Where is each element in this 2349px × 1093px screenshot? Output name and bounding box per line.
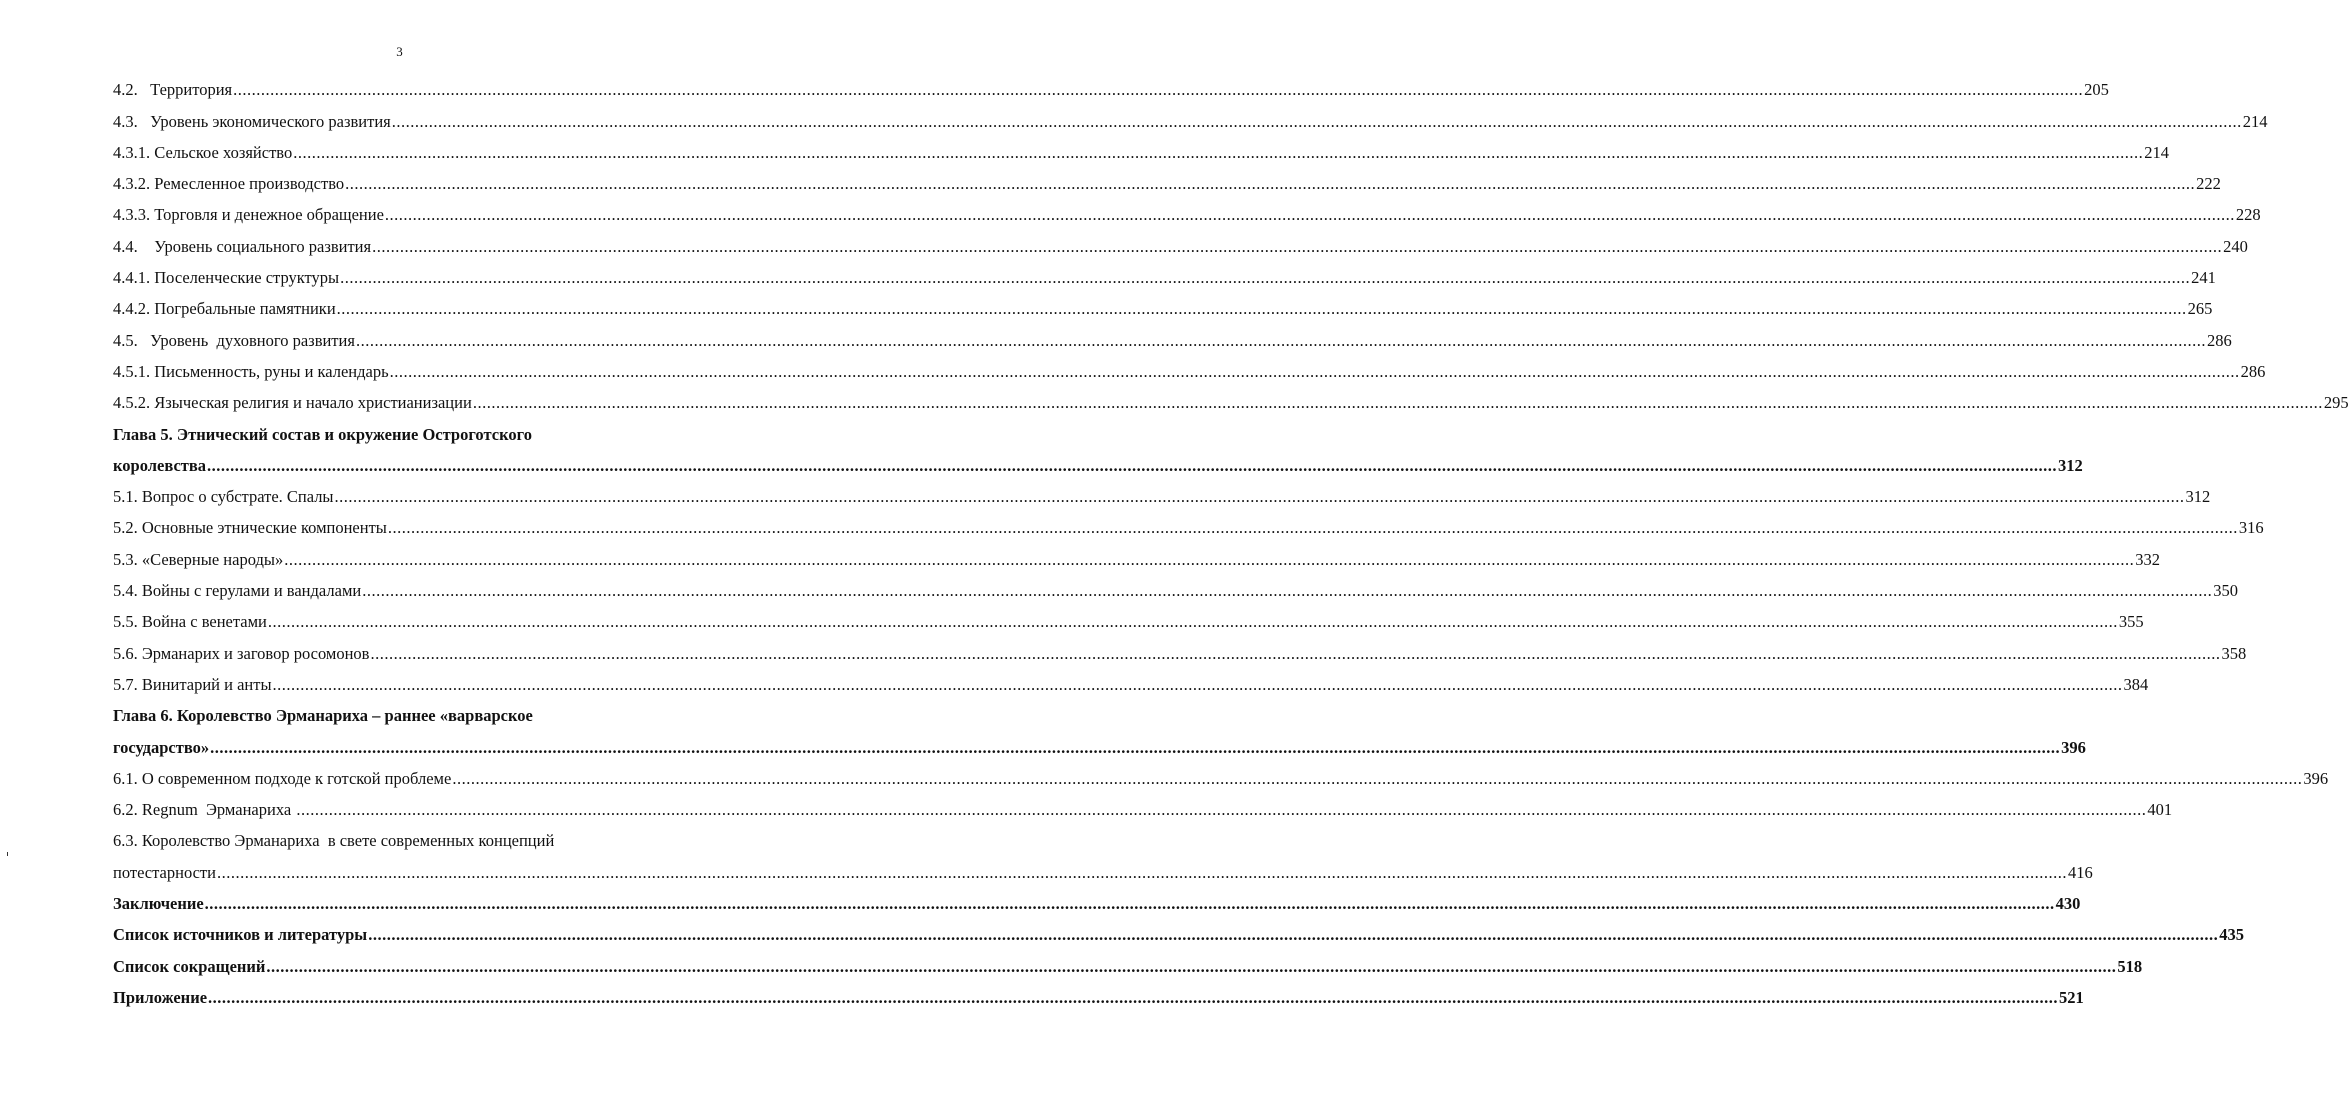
toc-entry: [113, 665, 2149, 696]
toc-entry-title: 4.4.2. Погребальные памятники: [113, 299, 336, 319]
toc-entry-title: 5.6. Эрманарих и заговор росомонов: [113, 643, 370, 663]
toc-dot-leader: ................................................................................................................................................................................................................................................................................................................................................................................................................: [296, 800, 2147, 820]
toc-entry-title: 4.3.2. Ремесленное производство: [113, 174, 345, 194]
toc-entry-title: Глава 6. Королевство Эрманариха – раннее «варварское: [113, 706, 533, 726]
toc-entry-title: Список сокращений: [113, 956, 266, 976]
toc-entry-title: 4.3. Уровень экономического развития: [113, 111, 391, 131]
toc-entry: [113, 852, 2093, 883]
toc-entry: [113, 946, 2143, 977]
toc-entry-page: 396: [2303, 768, 2329, 788]
toc-entry-title: 6.2. Regnum Эрманариха: [113, 800, 296, 820]
toc-entry-page: 214: [2144, 142, 2169, 162]
toc-entry-title: Список источников и литературы: [113, 925, 368, 945]
toc-entry-page: 312: [2058, 455, 2083, 475]
toc-entry: [113, 383, 2349, 414]
toc-dot-leader: ................................................................................................................................................................................................................................................................................................................................................................................................................: [387, 518, 2238, 538]
toc-dot-leader: ................................................................................................................................................................................................................................................................................................................................................................................................................: [334, 487, 2185, 507]
toc-dot-leader: ................................................................................................................................................................................................................................................................................................................................................................................................................: [345, 174, 2196, 194]
toc-entry-title: 5.2. Основные этнические компоненты: [113, 518, 387, 538]
toc-dot-leader: ................................................................................................................................................................................................................................................................................................................................................................................................................: [233, 80, 2084, 100]
toc-entry-title: государство»: [113, 737, 210, 757]
page-number: 3: [396, 44, 403, 59]
toc-dot-leader: ................................................................................................................................................................................................................................................................................................................................................................................................................: [370, 643, 2221, 663]
toc-entry-page: 286: [2240, 361, 2266, 381]
toc-entry-page: 401: [2147, 800, 2173, 820]
toc-entry-title: 5.4. Войны с герулами и вандалами: [113, 581, 362, 601]
toc-entry-page: 205: [2084, 80, 2109, 100]
toc-entry: [113, 195, 2261, 226]
toc-dot-leader: ................................................................................................................................................................................................................................................................................................................................................................................................................: [284, 549, 2135, 569]
toc-entry: [113, 101, 2268, 132]
toc-dot-leader: ................................................................................................................................................................................................................................................................................................................................................................................................................: [384, 205, 2235, 225]
toc-entry-title: 4.4. Уровень социального развития: [113, 236, 372, 256]
toc-dot-leader: ................................................................................................................................................................................................................................................................................................................................................................................................................: [452, 768, 2303, 788]
toc-dot-leader: ................................................................................................................................................................................................................................................................................................................................................................................................................: [368, 925, 2219, 945]
toc-entry: [113, 821, 741, 852]
toc-entry-page: 396: [2061, 737, 2086, 757]
toc-entry: [113, 477, 2211, 508]
toc-entry-title: 4.5. Уровень духовного развития: [113, 330, 355, 350]
toc-entry-title: 5.3. «Северные народы»: [113, 549, 284, 569]
toc-dot-leader: ................................................................................................................................................................................................................................................................................................................................................................................................................: [355, 330, 2206, 350]
toc-entry-title: 4.3.3. Торговля и денежное обращение: [113, 205, 384, 225]
toc-entry: [113, 978, 2084, 1009]
toc-entry: [113, 70, 2109, 101]
toc-entry: [113, 915, 2244, 946]
toc-entry: [113, 414, 741, 445]
toc-dot-leader: ................................................................................................................................................................................................................................................................................................................................................................................................................: [272, 674, 2123, 694]
toc-entry-title: 6.3. Королевство Эрманариха в свете современных концепций: [113, 831, 555, 851]
toc-dot-leader: ................................................................................................................................................................................................................................................................................................................................................................................................................: [266, 956, 2117, 976]
toc-entry: [113, 226, 2248, 257]
toc-entry-page: 518: [2117, 956, 2143, 976]
toc-entry-title: Приложение: [113, 987, 208, 1007]
toc-entry-page: 312: [2185, 487, 2211, 507]
toc-entry-page: 416: [2067, 862, 2093, 882]
toc-entry-page: 332: [2135, 549, 2160, 569]
toc-dot-leader: ................................................................................................................................................................................................................................................................................................................................................................................................................: [204, 894, 2055, 914]
toc-dot-leader: ................................................................................................................................................................................................................................................................................................................................................................................................................: [389, 361, 2240, 381]
toc-entry: [113, 727, 2086, 758]
toc-entry: [113, 696, 741, 727]
toc-entry-page: 214: [2242, 111, 2268, 131]
toc-dot-leader: ................................................................................................................................................................................................................................................................................................................................................................................................................: [336, 299, 2187, 319]
toc-entry-page: 240: [2223, 236, 2248, 256]
toc-entry-page: 265: [2187, 299, 2213, 319]
toc-dot-leader: ................................................................................................................................................................................................................................................................................................................................................................................................................: [267, 612, 2118, 632]
toc-dot-leader: ................................................................................................................................................................................................................................................................................................................................................................................................................: [340, 268, 2191, 288]
table-of-contents: [113, 70, 2349, 1009]
toc-entry: [113, 571, 2238, 602]
toc-entry-title: 6.1. О современном подходе к готской проблеме: [113, 768, 452, 788]
toc-entry: [113, 133, 2169, 164]
toc-entry-title: 4.4.1. Поселенческие структуры: [113, 268, 340, 288]
toc-dot-leader: ................................................................................................................................................................................................................................................................................................................................................................................................................: [472, 393, 2323, 413]
toc-dot-leader: ................................................................................................................................................................................................................................................................................................................................................................................................................: [207, 455, 2058, 475]
toc-entry: [113, 759, 2329, 790]
toc-entry-page: 316: [2238, 518, 2264, 538]
toc-entry-title: 4.2. Территория: [113, 80, 233, 100]
toc-dot-leader: ................................................................................................................................................................................................................................................................................................................................................................................................................: [391, 111, 2242, 131]
toc-entry: [113, 602, 2144, 633]
toc-entry-page: 228: [2235, 205, 2261, 225]
toc-entry-page: 435: [2219, 925, 2244, 945]
toc-entry: [113, 790, 2173, 821]
toc-dot-leader: ................................................................................................................................................................................................................................................................................................................................................................................................................: [362, 581, 2213, 601]
toc-entry-title: Глава 5. Этнический состав и окружение Остроготского: [113, 424, 532, 444]
toc-entry-page: 295: [2323, 393, 2349, 413]
toc-entry-title: 4.5.2. Языческая религия и начало христианизации: [113, 393, 472, 413]
toc-entry-page: 350: [2213, 581, 2238, 601]
toc-entry-title: 4.3.1. Сельское хозяйство: [113, 142, 293, 162]
toc-dot-leader: ................................................................................................................................................................................................................................................................................................................................................................................................................: [210, 737, 2061, 757]
toc-entry: [113, 539, 2160, 570]
toc-entry-title: Заключение: [113, 894, 204, 914]
toc-entry-page: 222: [2196, 174, 2221, 194]
toc-entry: [113, 289, 2213, 320]
toc-entry: [113, 508, 2264, 539]
toc-entry-page: 430: [2055, 894, 2081, 914]
toc-entry-title: 5.7. Винитарий и анты: [113, 674, 272, 694]
toc-entry-page: 355: [2118, 612, 2144, 632]
toc-entry: [113, 633, 2247, 664]
toc-entry-title: потестарности: [113, 862, 216, 882]
toc-entry: [113, 258, 2216, 289]
toc-entry-page: 521: [2059, 987, 2084, 1007]
toc-entry-page: 241: [2191, 268, 2216, 288]
toc-entry-title: 4.5.1. Письменность, руны и календарь: [113, 361, 389, 381]
toc-entry: [113, 352, 2266, 383]
toc-entry: [113, 446, 2083, 477]
toc-entry-title: королевства: [113, 455, 207, 475]
toc-entry-title: 5.5. Война с венетами: [113, 612, 267, 632]
toc-entry-page: 286: [2206, 330, 2232, 350]
toc-dot-leader: ................................................................................................................................................................................................................................................................................................................................................................................................................: [208, 987, 2059, 1007]
margin-mark: [7, 852, 8, 856]
toc-entry-title: 5.1. Вопрос о субстрате. Спалы: [113, 487, 334, 507]
toc-entry: [113, 884, 2081, 915]
toc-entry: [113, 320, 2232, 351]
toc-entry: [113, 164, 2221, 195]
toc-entry-page: 358: [2221, 643, 2247, 663]
toc-entry-page: 384: [2123, 674, 2149, 694]
toc-dot-leader: ................................................................................................................................................................................................................................................................................................................................................................................................................: [216, 862, 2067, 882]
toc-dot-leader: ................................................................................................................................................................................................................................................................................................................................................................................................................: [372, 236, 2223, 256]
toc-dot-leader: ................................................................................................................................................................................................................................................................................................................................................................................................................: [293, 142, 2144, 162]
